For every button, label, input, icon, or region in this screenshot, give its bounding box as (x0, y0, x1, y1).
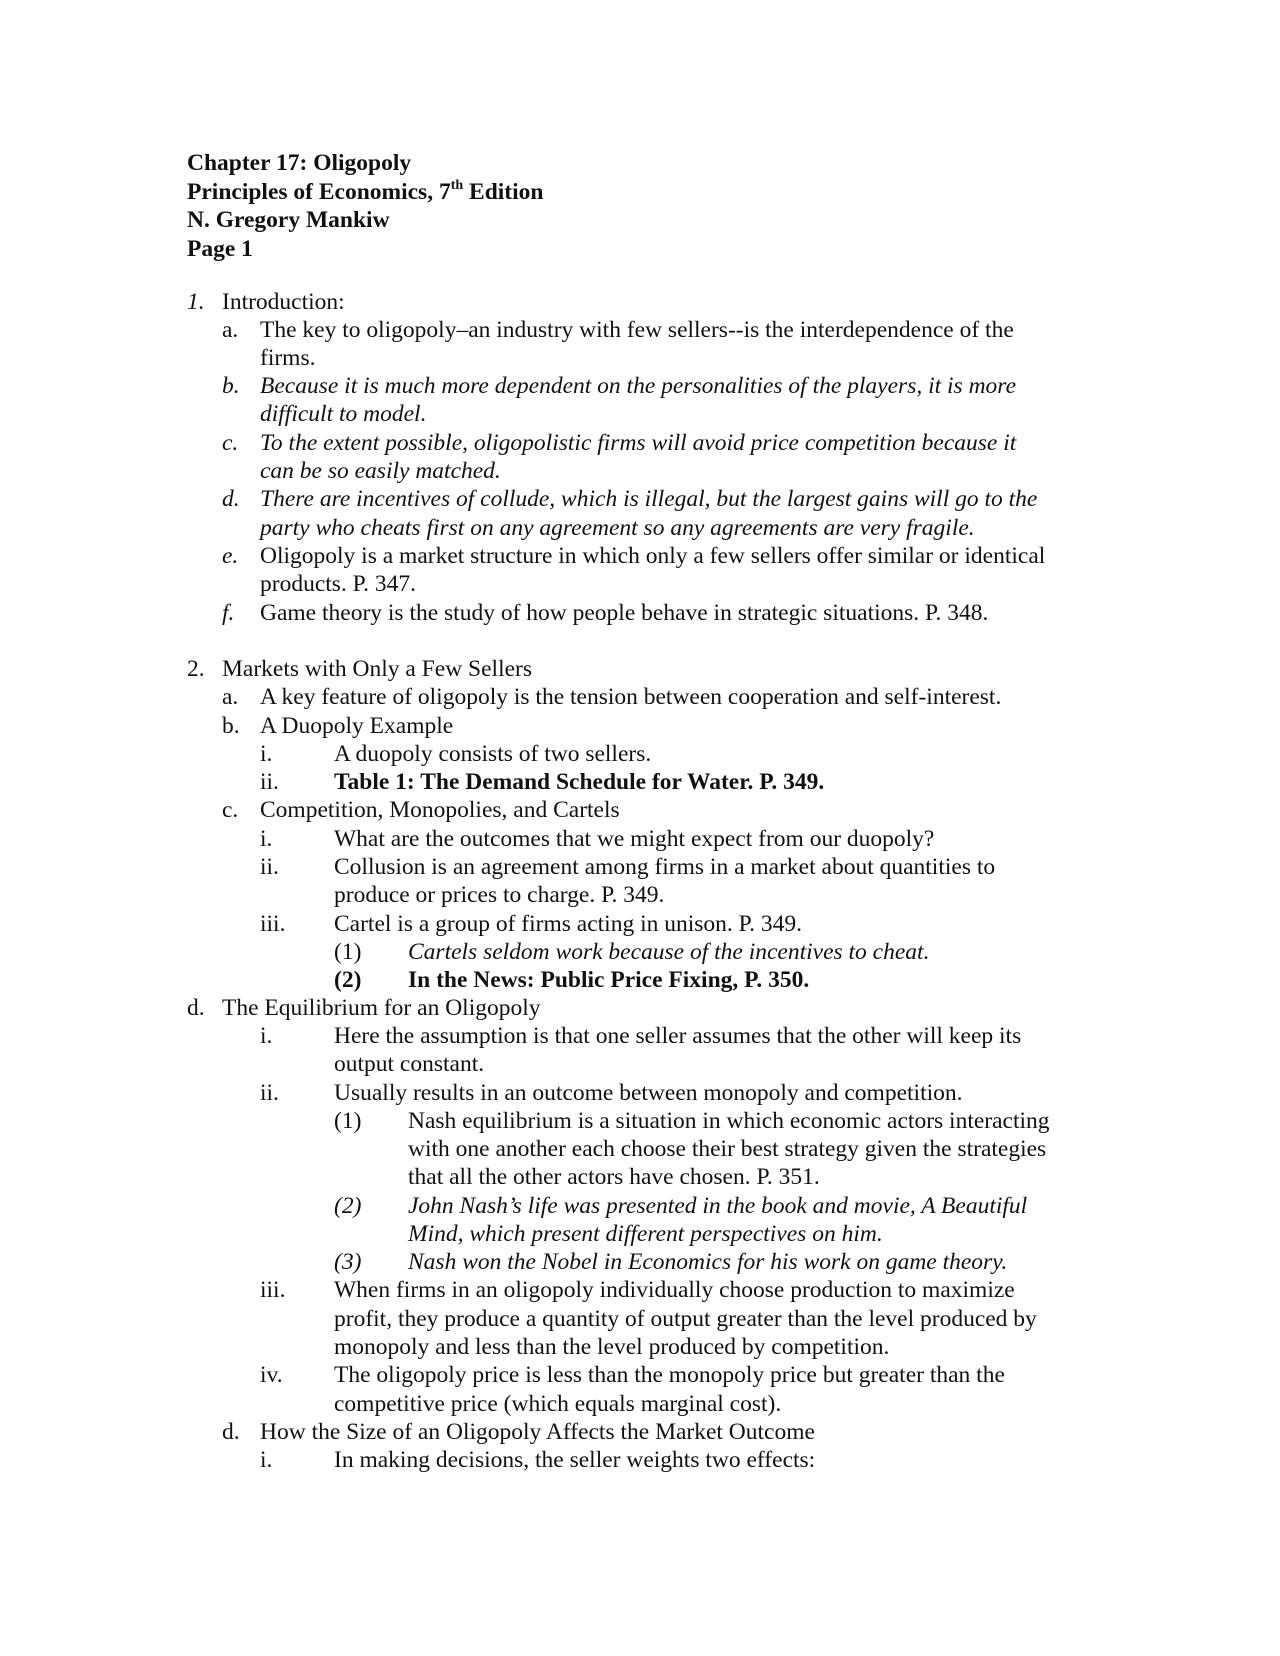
book-title-edition: Edition (463, 178, 544, 205)
list-label: iv. (260, 1362, 283, 1388)
list-label: (3) (334, 1249, 362, 1275)
list-item-text: Cartels seldom work because of the incentives to cheat. (408, 939, 930, 965)
list-label: ii. (260, 854, 279, 880)
list-item-text: The oligopoly price is less than the monopoly price but greater than the (334, 1362, 1005, 1388)
table-reference: Table 1: The Demand Schedule for Water. P. 349. (334, 769, 825, 795)
edition-superscript: th (450, 177, 464, 193)
list-item-text: firms. (260, 345, 316, 371)
list-label: (2) (334, 1193, 362, 1219)
list-label: d. (222, 1419, 240, 1445)
list-item-text: To the extent possible, oligopolistic firms will avoid price competition because it (260, 430, 1017, 456)
list-label: d. (222, 486, 240, 512)
list-item-text: party who cheats first on any agreement so any agreements are very fragile. (260, 515, 975, 541)
list-item-text: A key feature of oligopoly is the tension between cooperation and self-interest. (260, 684, 1002, 710)
list-item-text: difficult to model. (260, 401, 427, 427)
list-item-text: can be so easily matched. (260, 458, 501, 484)
list-label: iii. (260, 1277, 286, 1303)
section-2-number: 2. (187, 656, 205, 682)
list-item-text: How the Size of an Oligopoly Affects the Market Outcome (260, 1419, 815, 1445)
list-label: i. (260, 1023, 273, 1049)
list-label: b. (222, 373, 240, 399)
list-item-text: A Duopoly Example (260, 713, 454, 739)
list-label: i. (260, 741, 273, 767)
list-item-text: Here the assumption is that one seller assumes that the other will keep its (334, 1023, 1022, 1049)
list-label: b. (222, 713, 240, 739)
list-label: (1) (334, 939, 362, 965)
section-2-title: Markets with Only a Few Sellers (222, 656, 533, 682)
list-label: a. (222, 684, 239, 710)
list-label: i. (260, 826, 273, 852)
book-title-main: Principles of Economics, 7 (187, 178, 451, 205)
list-item-text: John Nash’s life was presented in the book and movie, A Beautiful (408, 1193, 1028, 1219)
list-item-text: In making decisions, the seller weights two effects: (334, 1447, 816, 1473)
section-1-number: 1. (187, 289, 205, 315)
list-item-text: A duopoly consists of two sellers. (334, 741, 652, 767)
list-label: a. (222, 317, 239, 343)
list-item-text: produce or prices to charge. P. 349. (334, 882, 665, 908)
list-item-text: Nash equilibrium is a situation in which economic actors interacting (408, 1108, 1050, 1134)
list-item-text: products. P. 347. (260, 571, 417, 597)
list-item-text: profit, they produce a quantity of output greater than the level produced by (334, 1306, 1037, 1332)
chapter-title: Chapter 17: Oligopoly (187, 150, 412, 176)
list-item-text: Collusion is an agreement among firms in a market about quantities to (334, 854, 996, 880)
author-name: N. Gregory Mankiw (187, 207, 390, 233)
list-label: d. (187, 995, 205, 1021)
list-label: i. (260, 1447, 273, 1473)
list-item-text: that all the other actors have chosen. P. 351. (408, 1164, 820, 1190)
list-label: iii. (260, 911, 286, 937)
news-reference: In the News: Public Price Fixing, P. 350. (408, 967, 810, 993)
list-label: (2) (334, 967, 362, 993)
list-item-text: competitive price (which equals marginal cost). (334, 1391, 782, 1417)
list-item-text: Game theory is the study of how people behave in strategic situations. P. 348. (260, 600, 989, 626)
list-label: c. (222, 430, 239, 456)
list-item-text: Usually results in an outcome between monopoly and competition. (334, 1080, 963, 1106)
list-item-text: output constant. (334, 1051, 485, 1077)
list-label: f. (222, 600, 235, 626)
list-item-text: Mind, which present different perspectives on him. (408, 1221, 883, 1247)
list-label: (1) (334, 1108, 362, 1134)
list-label: ii. (260, 769, 279, 795)
list-item-text: There are incentives of collude, which is illegal, but the largest gains will go to the (260, 486, 1038, 512)
list-label: ii. (260, 1080, 279, 1106)
list-item-text: Cartel is a group of firms acting in unison. P. 349. (334, 911, 802, 937)
list-item-text: Oligopoly is a market structure in which only a few sellers offer similar or identical (260, 543, 1046, 569)
list-label: e. (222, 543, 239, 569)
list-item-text: with one another each choose their best strategy given the strategies (408, 1136, 1047, 1162)
list-item-text: Because it is much more dependent on the personalities of the players, it is more (260, 373, 1016, 399)
list-item-text: The Equilibrium for an Oligopoly (222, 995, 541, 1021)
list-item-text: When firms in an oligopoly individually choose production to maximize (334, 1277, 1015, 1303)
section-1-title: Introduction: (222, 289, 345, 315)
document-header (187, 149, 543, 263)
list-item-text: Nash won the Nobel in Economics for his work on game theory. (408, 1249, 1008, 1275)
list-item-text: The key to oligopoly–an industry with few sellers--is the interdependence of the (260, 317, 1014, 343)
list-item-text: monopoly and less than the level produced by competition. (334, 1334, 890, 1360)
page-number: Page 1 (187, 235, 253, 262)
list-label: c. (222, 797, 239, 823)
list-item-text: Competition, Monopolies, and Cartels (260, 797, 620, 823)
list-item-text: What are the outcomes that we might expect from our duopoly? (334, 826, 935, 852)
book-title (187, 178, 543, 207)
